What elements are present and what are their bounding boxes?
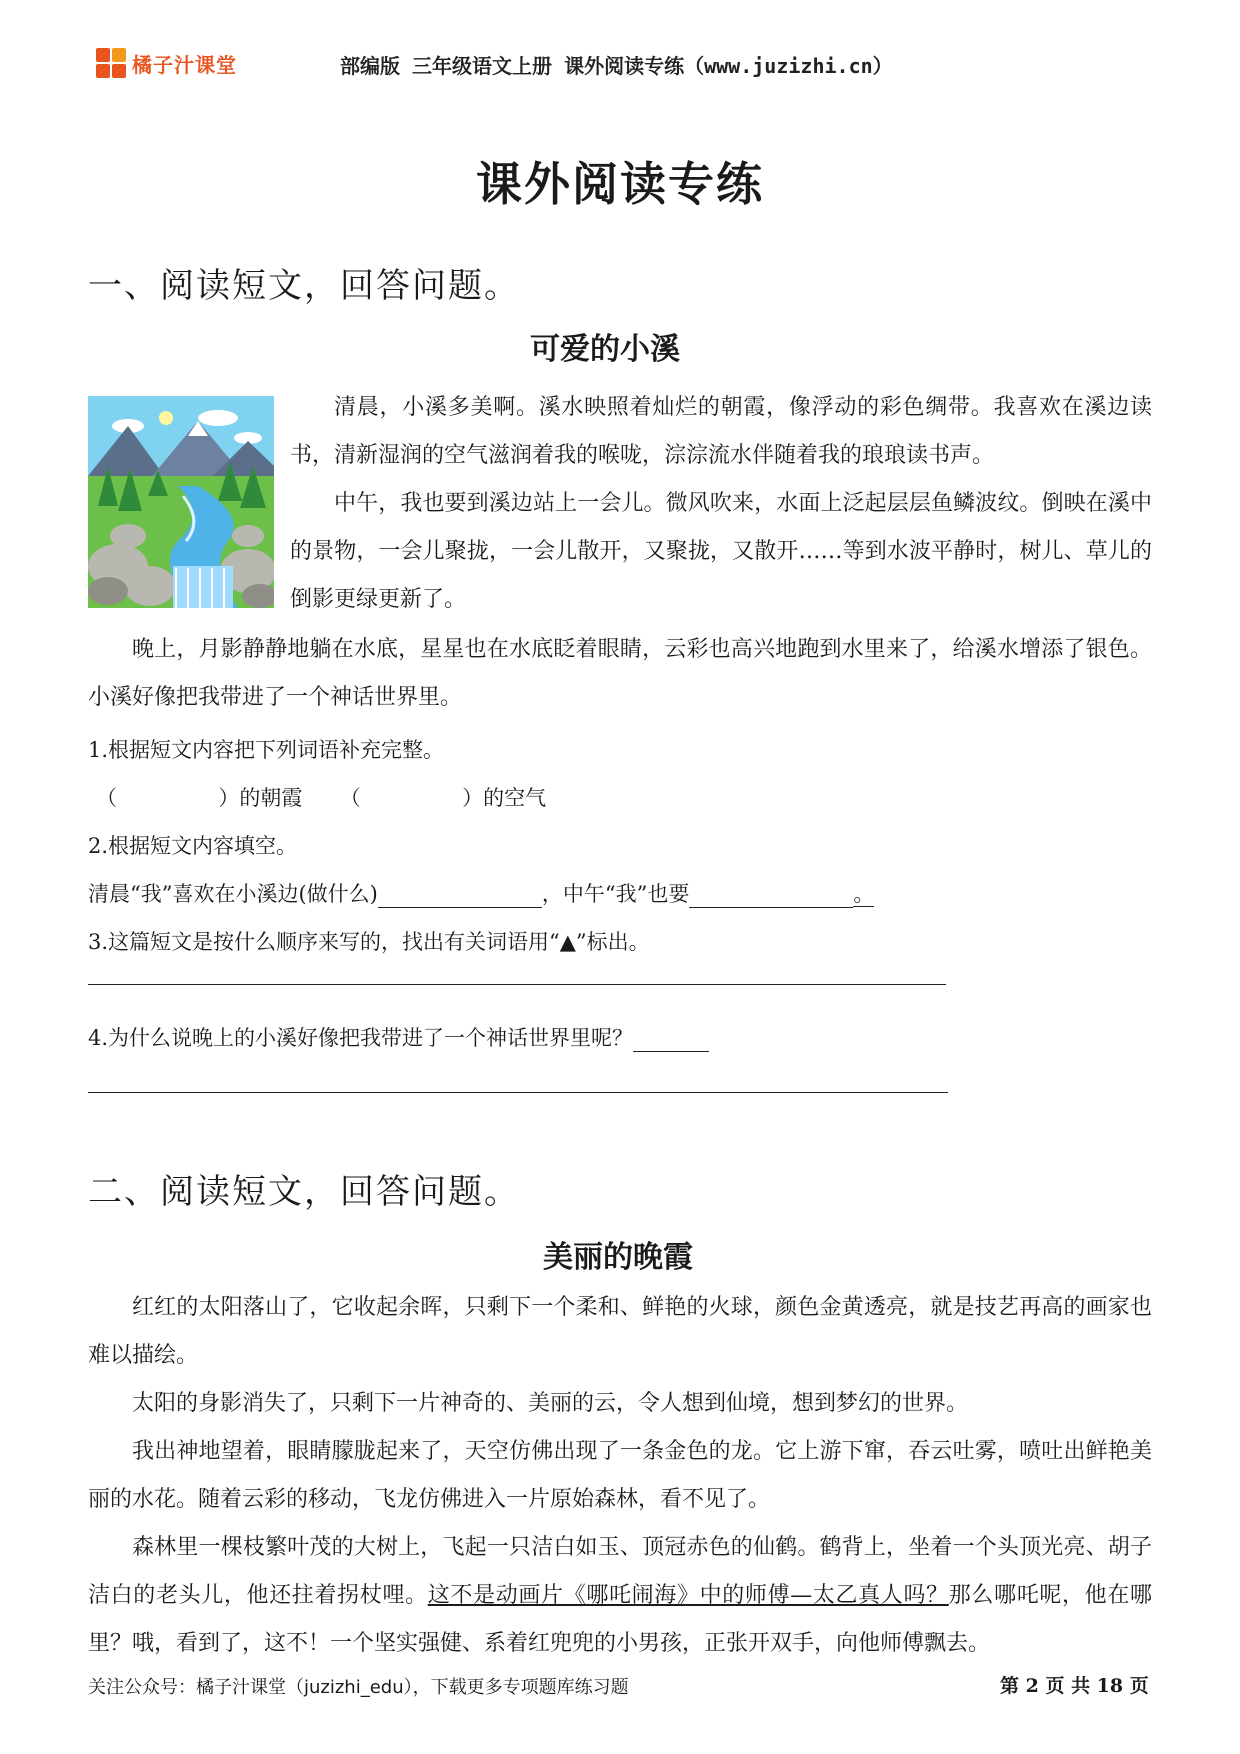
section-1-heading: 一、阅读短文，回答问题。: [88, 266, 520, 306]
section-2-heading: 二、阅读短文，回答问题。: [88, 1172, 520, 1212]
answer-blank-morning[interactable]: [378, 887, 542, 908]
article-2-paragraph-1: 红红的太阳落山了，它收起余晖，只剩下一个柔和、鲜艳的火球，颜色金黄透亮，就是技艺再高的画家也难以描绘。: [88, 1295, 1152, 1368]
footer-note: 关注公众号：橘子汁课堂（juzizhi_edu），下载更多专项题库练习题: [88, 1677, 629, 1698]
q2-end: 。: [853, 882, 875, 906]
question-4: [88, 1022, 709, 1052]
answer-line-3[interactable]: [88, 984, 946, 985]
article-2-paragraph-2: 太阳的身影消失了，只剩下一片神奇的、美丽的云，令人想到仙境，想到梦幻的世界。: [132, 1391, 969, 1416]
question-4-text: 4.为什么说晚上的小溪好像把我带进了一个神话世界里呢？: [88, 1026, 634, 1050]
answer-blank-4[interactable]: [633, 1031, 709, 1052]
article-1-title: 可爱的小溪: [530, 332, 680, 367]
question-3: 3.这篇短文是按什么顺序来写的，找出有关词语用“▲”标出。: [88, 930, 650, 954]
question-2: 2.根据短文内容填空。: [88, 834, 298, 858]
question-1-answer-row: [96, 782, 546, 812]
article-1-paragraph-1: 清晨，小溪多美啊。溪水映照着灿烂的朝霞，像浮动的彩色绸带。我喜欢在溪边读书，清新湿润的空气滋润着我的喉咙，淙淙流水伴随着我的琅琅读书声。: [290, 395, 1152, 468]
article-1-paragraph-3: 晚上，月影静静地躺在水底，星星也在水底眨着眼睛，云彩也高兴地跑到水里来了，给溪水增添了银色。小溪好像把我带进了一个神话世界里。: [88, 637, 1152, 710]
article-2-paragraph-3: 我出神地望着，眼睛朦胧起来了，天空仿佛出现了一条金色的龙。它上游下窜，吞云吐雾，喷吐出鲜艳美丽的水花。随着云彩的移动，飞龙仿佛进入一片原始森林，看不见了。: [88, 1439, 1152, 1512]
logo-text: 橘子汁课堂: [132, 52, 237, 77]
page-number: 第 2 页 共 18 页: [1000, 1675, 1149, 1697]
article-1-paragraph-2: 中午，我也要到溪边站上一会儿。微风吹来，水面上泛起层层鱼鳞波纹。倒映在溪中的景物，一会儿聚拢，一会儿散开，又聚拢，又散开……等到水波平静时，树儿、草儿的倒影更绿更新了。: [290, 491, 1152, 612]
article-2-paragraph-4: [88, 1524, 1152, 1668]
q2-prefix: 清晨“我”喜欢在小溪边(做什么): [88, 882, 378, 906]
logo-icon: [96, 48, 126, 78]
underlined-sentence: 这不是动画片《哪吒闹海》中的师傅—太乙真人吗？: [427, 1583, 949, 1608]
brand-logo: [96, 48, 237, 78]
paragraph-4-part-a: 森林里一棵枝繁叶茂的大树上，飞起一只洁白如玉、顶冠赤色的仙鹤。鹤背上，坐着一个头顶光亮、胡子洁白的老头儿，他还拄着拐杖哩。: [88, 1535, 1152, 1608]
bracket-open-b: （: [339, 786, 361, 810]
question-2-fill-row: [88, 878, 874, 908]
header-title: 部编版 三年级语文上册 课外阅读专练（www.juzizhi.cn）: [340, 54, 893, 78]
paragraph-4-part-c: 那么哪吒呢，他在哪里？哦，看到了，这不！一个坚实强健、系着红兜兜的小男孩，正张开双手，向他师傅飘去。: [88, 1583, 1152, 1656]
answer-blank-noon[interactable]: [689, 887, 853, 908]
page-title: 课外阅读专练: [476, 157, 764, 211]
answer-line-4[interactable]: [88, 1092, 948, 1093]
word-b: ）的空气: [462, 786, 547, 810]
article-2-title: 美丽的晚霞: [543, 1240, 693, 1275]
q2-mid: ，中午“我”也要: [541, 882, 690, 906]
question-1: 1.根据短文内容把下列词语补充完整。: [88, 738, 445, 762]
stream-illustration: [88, 396, 274, 608]
bracket-open-a: （: [96, 786, 117, 810]
word-a: ）的朝霞: [218, 786, 303, 810]
